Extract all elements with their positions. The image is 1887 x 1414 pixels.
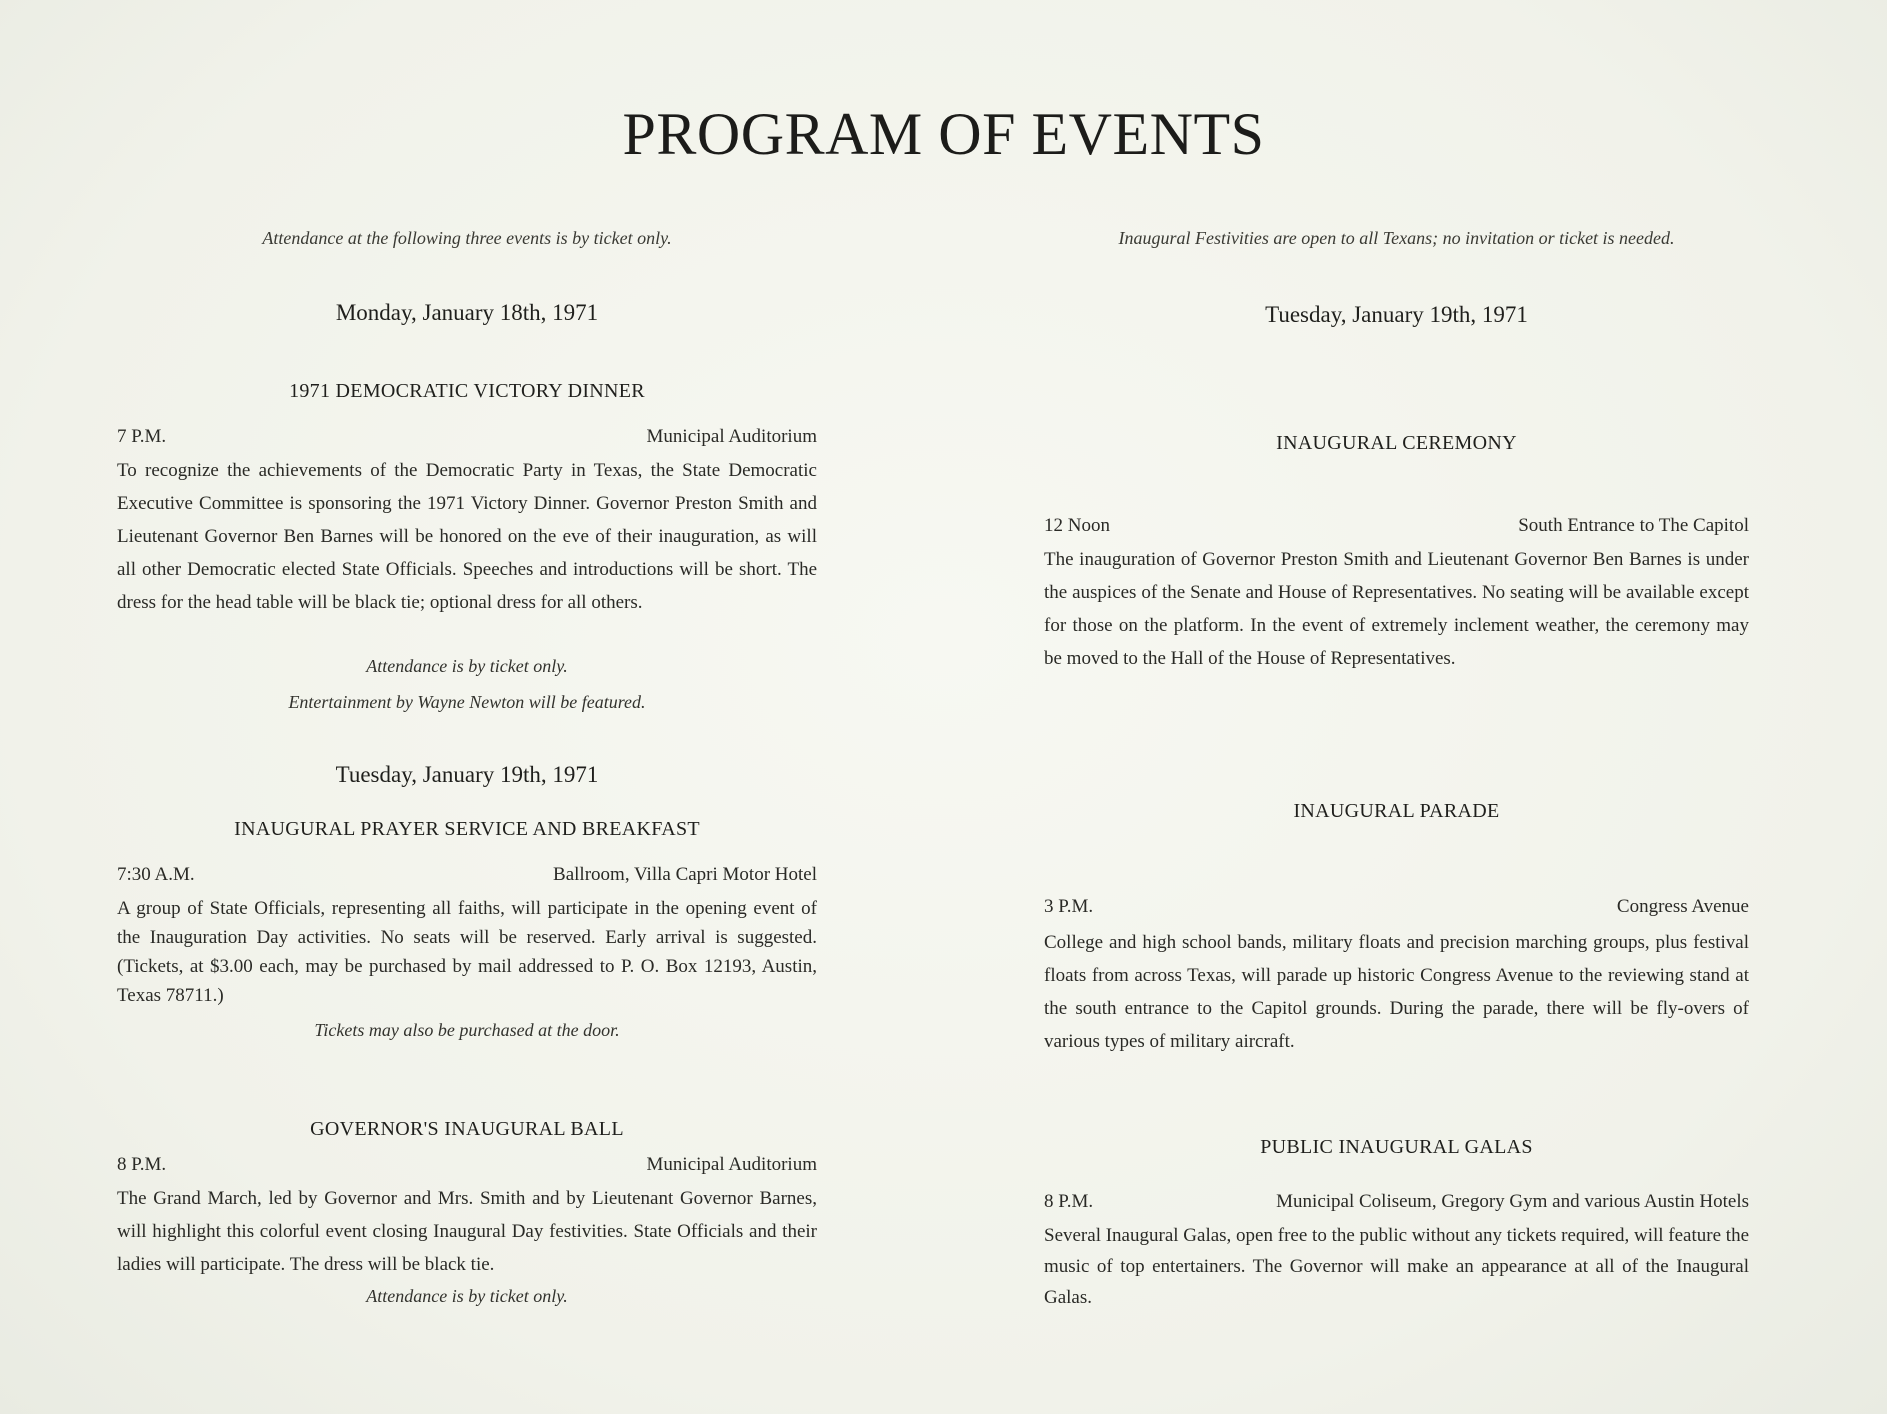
inaugural-ceremony-heading: INAUGURAL CEREMONY (1276, 432, 1517, 454)
victory-dinner-meta (117, 426, 817, 448)
victory-dinner-entertainment-note: Entertainment by Wayne Newton will be featured. (288, 692, 646, 712)
victory-dinner-ticket-note: Attendance is by ticket only. (366, 656, 568, 676)
victory-dinner-location: Municipal Auditorium (646, 426, 817, 447)
left-ticket-note: Attendance at the following three events is by ticket only. (262, 228, 672, 248)
inaugural-ball-heading: GOVERNOR'S INAUGURAL BALL (310, 1118, 624, 1140)
inaugural-ball-location: Municipal Auditorium (646, 1154, 817, 1175)
inaugural-ball-description: The Grand March, led by Governor and Mrs. Smith and by Lieutenant Governor Barnes, will highlight this colorful event closing Inaugural Day festivities. State Officials and their ladies will participate. The dress will be black tie. (117, 1188, 817, 1275)
inaugural-parade-meta (1044, 896, 1749, 918)
prayer-breakfast-heading: INAUGURAL PRAYER SERVICE AND BREAKFAST (234, 818, 700, 840)
inaugural-parade-location: Congress Avenue (1616, 896, 1749, 917)
left-date-tuesday: Tuesday, January 19th, 1971 (335, 762, 599, 787)
inaugural-ceremony-meta (1044, 515, 1749, 537)
prayer-breakfast-location: Ballroom, Villa Capri Motor Hotel (553, 864, 817, 885)
inaugural-ball-ticket-note: Attendance is by ticket only. (366, 1286, 568, 1306)
victory-dinner-time: 7 P.M. (117, 426, 167, 447)
prayer-breakfast-meta (117, 864, 817, 886)
prayer-breakfast-ticket-note: Tickets may also be purchased at the door. (314, 1020, 620, 1040)
right-date-tuesday: Tuesday, January 19th, 1971 (1265, 302, 1528, 327)
victory-dinner-heading: 1971 DEMOCRATIC VICTORY DINNER (289, 380, 645, 402)
inaugural-ceremony-time: 12 Noon (1044, 515, 1110, 536)
victory-dinner-description: To recognize the achievements of the Democratic Party in Texas, the State Democratic Executive Committee is sponsoring the 1971 Victory Dinner. Governor Preston Smith and Lieutenant Governor Ben Barnes will be honored on the eve of their inauguration, as will all other Democratic elected State Officials. Speeches and introductions will be short. The dress for the head table will be black tie; optional dress for all others. (117, 460, 817, 613)
public-galas-location: Municipal Coliseum, Gregory Gym and various Austin Hotels (1276, 1191, 1749, 1212)
left-date-monday: Monday, January 18th, 1971 (335, 300, 599, 325)
inaugural-ball-time: 8 P.M. (117, 1154, 167, 1175)
prayer-breakfast-time: 7:30 A.M. (117, 864, 195, 885)
right-festivities-note: Inaugural Festivities are open to all Texans; no invitation or ticket is needed. (1118, 228, 1675, 248)
inaugural-parade-heading: INAUGURAL PARADE (1293, 800, 1500, 822)
page-title: PROGRAM OF EVENTS (622, 101, 1265, 167)
inaugural-ceremony-location: South Entrance to The Capitol (1518, 515, 1749, 536)
inaugural-parade-time: 3 P.M. (1044, 896, 1094, 917)
public-galas-meta (1044, 1191, 1749, 1213)
public-galas-description: Several Inaugural Galas, open free to the public without any tickets required, will feature the music of top entertainers. The Governor will make an appearance at all of the Inaugural Galas. (1044, 1225, 1749, 1308)
public-galas-heading: PUBLIC INAUGURAL GALAS (1260, 1136, 1533, 1158)
inaugural-parade-description: College and high school bands, military floats and precision marching groups, plus festival floats from across Texas, will parade up historic Congress Avenue to the reviewing stand at the south entrance to the Capitol grounds. During the parade, there will be fly-overs of various types of military aircraft. (1044, 932, 1749, 1052)
inaugural-ball-meta (117, 1154, 817, 1176)
inaugural-ceremony-description: The inauguration of Governor Preston Smith and Lieutenant Governor Ben Barnes is under the auspices of the Senate and House of Representatives. No seating will be available except for those on the platform. In the event of extremely inclement weather, the ceremony may be moved to the Hall of the House of Representatives. (1044, 549, 1749, 669)
prayer-breakfast-description: A group of State Officials, representing all faiths, will participate in the opening event of the Inauguration Day activities. No seats will be reserved. Early arrival is suggested. (Tickets, at $3.00 each, may be purchased by mail addressed to P. O. Box 12193, Austin, Texas 78711.) (117, 898, 817, 1006)
public-galas-time: 8 P.M. (1044, 1191, 1094, 1212)
